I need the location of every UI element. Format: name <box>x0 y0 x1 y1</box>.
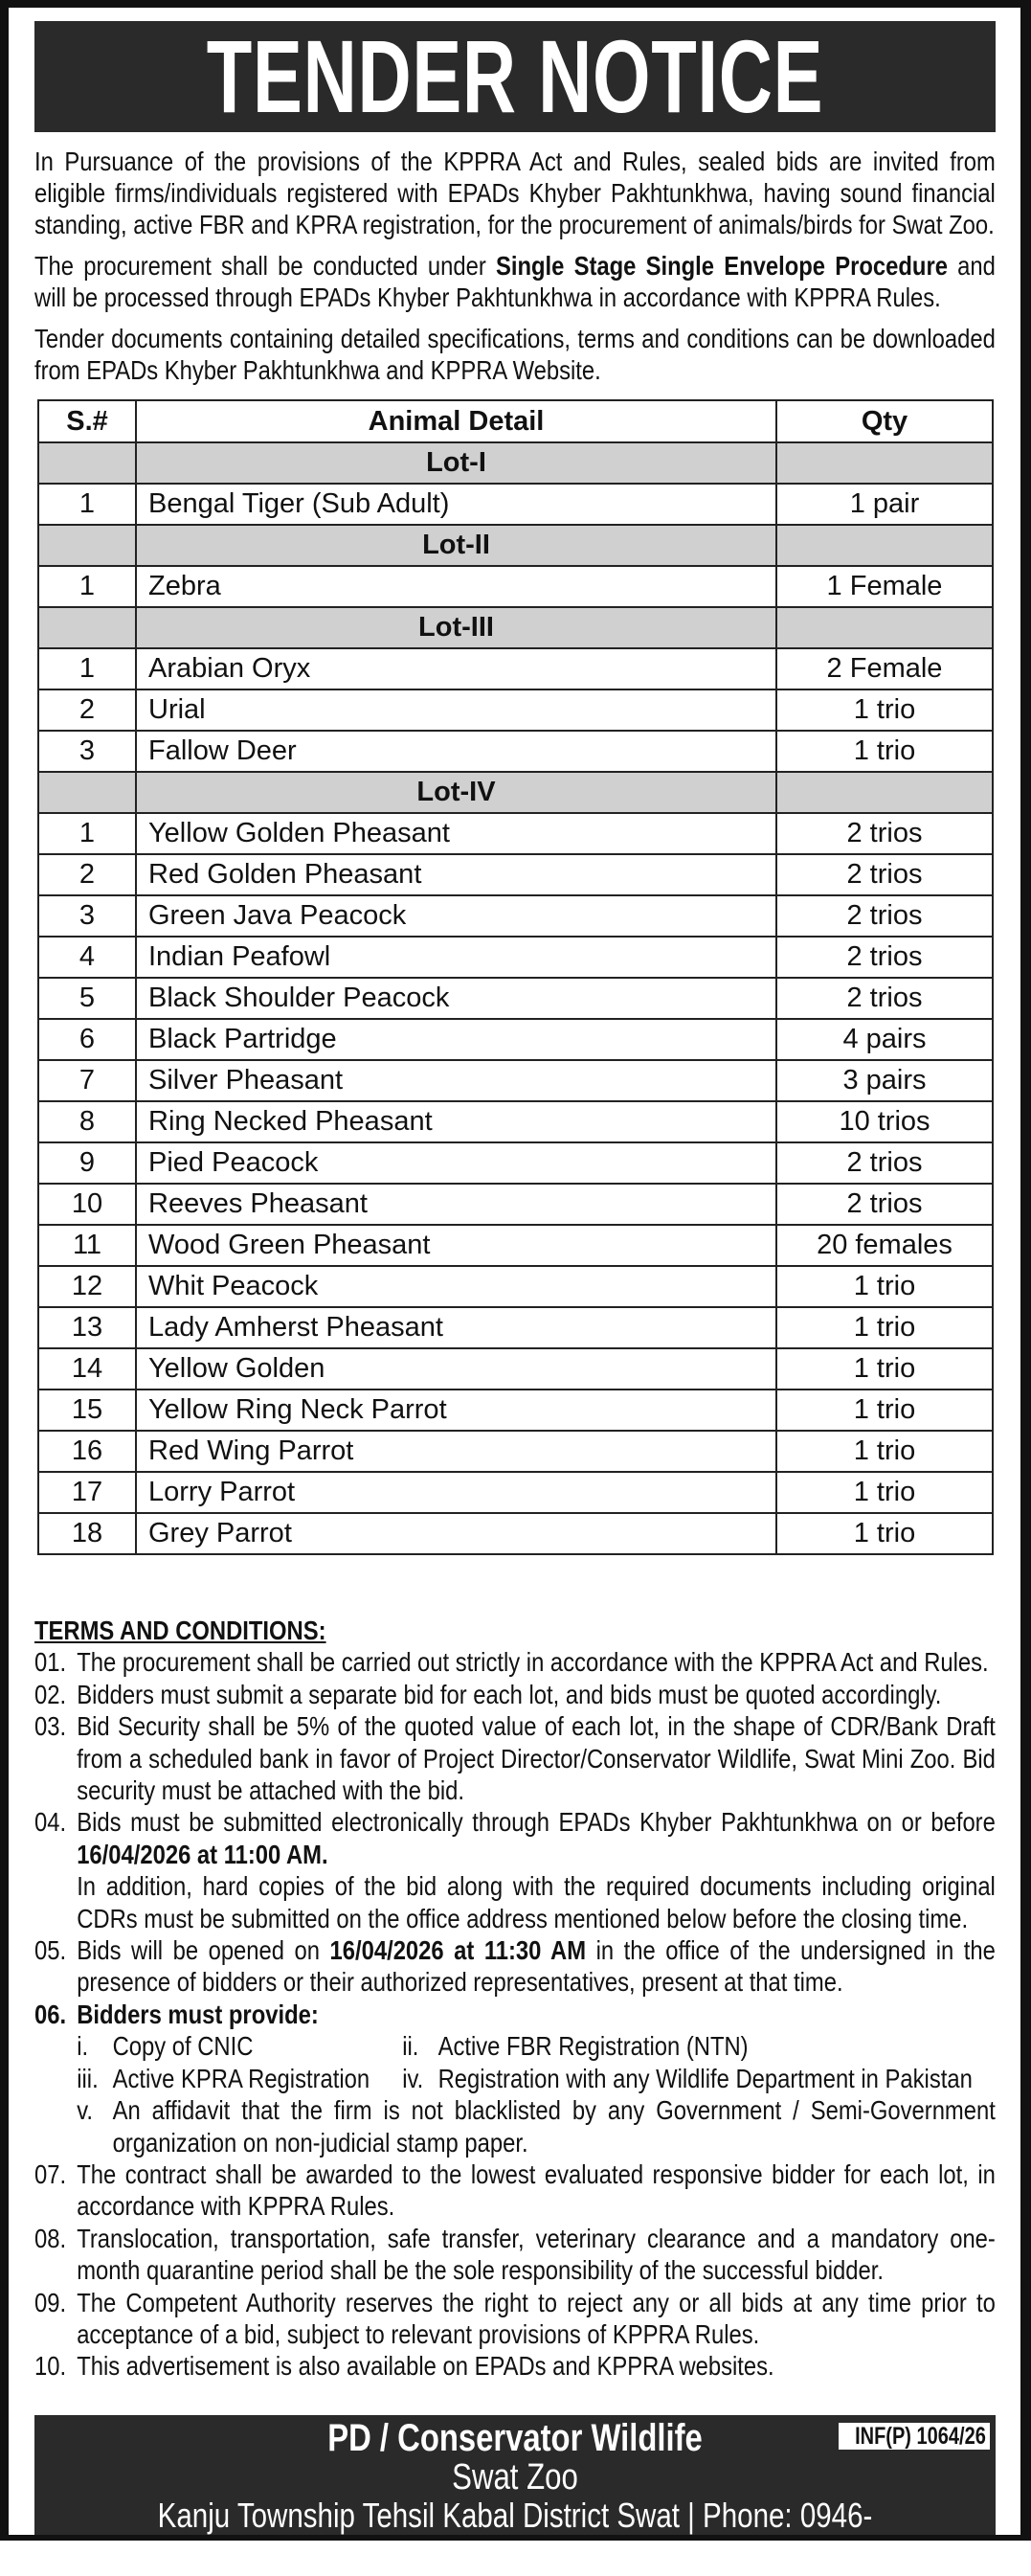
requirement-text: An affidavit that the firm is not blacklisted by any Government / Semi-Government organization on non-judicial stamp paper. <box>112 2095 996 2158</box>
serial-number: 1 <box>38 484 136 525</box>
reference-number: INF(P) 1064/26 <box>855 2423 986 2450</box>
animal-name: Arabian Oryx <box>136 648 776 689</box>
lot-name: Lot-II <box>136 525 776 566</box>
quantity: 1 Female <box>776 566 993 607</box>
quantity: 1 trio <box>776 1472 993 1513</box>
quantity: 4 pairs <box>776 1019 993 1060</box>
term-item <box>34 2158 996 2223</box>
term-number: 09. <box>34 2287 67 2317</box>
requirement-text: Active KPRA Registration <box>112 2063 370 2093</box>
lot-name: Lot-IV <box>136 772 776 813</box>
quantity: 1 trio <box>776 1348 993 1390</box>
term-item <box>34 1710 996 1806</box>
serial-number: 18 <box>38 1513 136 1554</box>
animal-name: Black Shoulder Peacock <box>136 978 776 1019</box>
footer-address: Kanju Township Tehsil Kabal District Swat | Phone: 0946-613262 <box>157 2496 873 2575</box>
lot-qty-cell <box>776 442 993 484</box>
requirement-item <box>402 2063 996 2094</box>
requirement-item <box>77 2030 402 2062</box>
table-row <box>38 689 993 731</box>
table-row <box>38 1307 993 1348</box>
quantity: 1 trio <box>776 1513 993 1554</box>
term-item <box>34 1646 996 1678</box>
lot-row <box>38 442 993 484</box>
animal-name: Green Java Peacock <box>136 895 776 937</box>
table-row <box>38 1472 993 1513</box>
intro-paragraph-3: Tender documents containing detailed specifications, terms and conditions can be downloaded from EPADs Khyber Pakhtunkhwa and KPPRA Website. <box>34 324 996 385</box>
term-text: The procurement shall be carried out strictly in accordance with the KPPRA Act and Rules. <box>77 1647 989 1678</box>
table-row <box>38 1266 993 1307</box>
terms-heading: TERMS AND CONDITIONS: <box>34 1616 326 1645</box>
term-number: 06. <box>34 1999 67 2029</box>
term-text: Bids will be opened on <box>77 1935 330 1966</box>
serial-number: 14 <box>38 1348 136 1390</box>
serial-number: 11 <box>38 1225 136 1266</box>
table-row <box>38 978 993 1019</box>
serial-number: 3 <box>38 895 136 937</box>
table-row <box>38 1513 993 1554</box>
serial-number: 7 <box>38 1060 136 1101</box>
quantity: 2 trios <box>776 1184 993 1225</box>
animal-name: Yellow Golden Pheasant <box>136 813 776 854</box>
serial-number: 3 <box>38 731 136 772</box>
table-row <box>38 937 993 978</box>
term-item <box>34 1806 996 1934</box>
term-number: 02. <box>34 1679 67 1709</box>
term-text: 16/04/2026 at 11:30 AM <box>329 1935 587 1966</box>
lot-sn-cell <box>38 772 136 813</box>
animal-name: Ring Necked Pheasant <box>136 1101 776 1142</box>
table-row <box>38 1225 993 1266</box>
serial-number: 9 <box>38 1142 136 1184</box>
lot-sn-cell <box>38 607 136 648</box>
requirement-text: Copy of CNIC <box>112 2031 254 2062</box>
term-item <box>34 1999 996 2158</box>
animal-name: Indian Peafowl <box>136 937 776 978</box>
requirement-text: Active FBR Registration (NTN) <box>437 2031 749 2062</box>
serial-number: 12 <box>38 1266 136 1307</box>
footer-banner <box>34 2415 996 2575</box>
quantity: 2 trios <box>776 937 993 978</box>
term-text: Bidders must provide: <box>77 1999 319 2029</box>
animal-name: Urial <box>136 689 776 731</box>
serial-number: 8 <box>38 1101 136 1142</box>
animal-name: Black Partridge <box>136 1019 776 1060</box>
quantity: 3 pairs <box>776 1060 993 1101</box>
serial-number: 5 <box>38 978 136 1019</box>
reference-number-badge <box>839 2423 990 2450</box>
animal-name: Whit Peacock <box>136 1266 776 1307</box>
table-row <box>38 1348 993 1390</box>
intro-paragraph-1: In Pursuance of the provisions of the KPPRA Act and Rules, sealed bids are invited from eligible firms/individuals registered with EPADs Khyber Pakhtunkhwa, having sound financial standing, active FBR and KPRA registration, for the procurement of animals/birds for Swat Zoo. <box>34 147 996 239</box>
intro-p2-segment: Single Stage Single Envelope Procedure <box>495 251 948 281</box>
quantity: 2 trios <box>776 1142 993 1184</box>
term-number: 08. <box>34 2223 67 2253</box>
quantity: 1 pair <box>776 484 993 525</box>
term-number: 10. <box>34 2351 67 2382</box>
footer-title: PD / Conservator Wildlife <box>327 2417 703 2459</box>
serial-number: 15 <box>38 1390 136 1431</box>
table-row <box>38 1060 993 1101</box>
term-number: 03. <box>34 1711 67 1742</box>
term-item <box>34 2350 996 2382</box>
column-header-sn: S.# <box>38 400 136 442</box>
title-banner <box>34 21 996 132</box>
requirement-numeral: ii. <box>402 2031 419 2062</box>
quantity: 2 Female <box>776 648 993 689</box>
term-item <box>34 1934 996 1999</box>
serial-number: 2 <box>38 854 136 895</box>
table-row <box>38 1390 993 1431</box>
quantity: 1 trio <box>776 1307 993 1348</box>
animal-name: Bengal Tiger (Sub Adult) <box>136 484 776 525</box>
term-text: This advertisement is also available on EPADs and KPPRA websites. <box>77 2351 774 2382</box>
serial-number: 1 <box>38 648 136 689</box>
animal-name: Wood Green Pheasant <box>136 1225 776 1266</box>
term-text: The Competent Authority reserves the right to reject any or all bids at any time prior to acceptance of a bid, subject to relevant provisions of KPPRA Rules. <box>77 2287 996 2349</box>
serial-number: 17 <box>38 1472 136 1513</box>
quantity: 1 trio <box>776 1266 993 1307</box>
terms-section <box>34 1615 996 2383</box>
term-text: Translocation, transportation, safe transfer, veterinary clearance and a mandatory one-month quarantine period shall be the sole responsibility of the successful bidder. <box>77 2223 996 2286</box>
animal-name: Lady Amherst Pheasant <box>136 1307 776 1348</box>
table-row <box>38 1142 993 1184</box>
quantity: 10 trios <box>776 1101 993 1142</box>
quantity: 2 trios <box>776 813 993 854</box>
intro-p2-segment: The procurement shall be conducted under <box>34 251 496 281</box>
quantity: 2 trios <box>776 978 993 1019</box>
serial-number: 1 <box>38 566 136 607</box>
table-row <box>38 1101 993 1142</box>
requirement-numeral: iv. <box>402 2063 424 2093</box>
term-text: Bid Security shall be 5% of the quoted value of each lot, in the shape of CDR/Bank Draft from a scheduled bank in favor of Project Director/Conservator Wildlife, Swat Mini Zoo. Bid security must be attached with the bid. <box>77 1711 996 1806</box>
table-row <box>38 1431 993 1472</box>
lot-sn-cell <box>38 442 136 484</box>
term-item <box>34 2223 996 2287</box>
animal-name: Red Golden Pheasant <box>136 854 776 895</box>
term-text: in the office of the undersigned in the presence of bidders or their authorized representatives, present at that time. <box>77 1935 996 1998</box>
lot-row <box>38 525 993 566</box>
intro-section <box>34 146 996 395</box>
serial-number: 4 <box>38 937 136 978</box>
requirement-numeral: v. <box>77 2095 93 2126</box>
page-title: TENDER NOTICE <box>206 21 824 132</box>
table-row <box>38 566 993 607</box>
lot-qty-cell <box>776 607 993 648</box>
requirement-item <box>402 2030 996 2062</box>
table-row <box>38 1184 993 1225</box>
footer-org: Swat Zoo <box>452 2457 578 2497</box>
term-text: The contract shall be awarded to the lowest evaluated responsive bidder for each lot, in accordance with KPPRA Rules. <box>77 2158 996 2222</box>
term-text: Bidders must submit a separate bid for each lot, and bids must be quoted accordingly. <box>77 1679 942 1709</box>
quantity: 20 females <box>776 1225 993 1266</box>
intro-p2-segment: and will be processed through EPADs Khyber Pakhtunkhwa in accordance with KPPRA Rules. <box>34 251 996 312</box>
lot-row <box>38 772 993 813</box>
animal-name: Silver Pheasant <box>136 1060 776 1101</box>
lot-qty-cell <box>776 525 993 566</box>
serial-number: 2 <box>38 689 136 731</box>
serial-number: 6 <box>38 1019 136 1060</box>
term-number: 01. <box>34 1647 67 1678</box>
term-extra-text: In addition, hard copies of the bid along with the required documents including original CDRs must be submitted on the office address mentioned below before the closing time. <box>77 1871 996 1933</box>
column-header-animal-detail: Animal Detail <box>136 400 776 442</box>
requirement-item <box>77 2063 402 2094</box>
serial-number: 16 <box>38 1431 136 1472</box>
table-row <box>38 813 993 854</box>
requirement-item <box>77 2094 996 2158</box>
serial-number: 1 <box>38 813 136 854</box>
quantity: 2 trios <box>776 895 993 937</box>
animal-name: Fallow Deer <box>136 731 776 772</box>
animal-name: Pied Peacock <box>136 1142 776 1184</box>
table-row <box>38 731 993 772</box>
lot-name: Lot-I <box>136 442 776 484</box>
term-number: 04. <box>34 1807 67 1838</box>
requirements-list <box>77 2030 996 2158</box>
lot-sn-cell <box>38 525 136 566</box>
term-number: 05. <box>34 1935 67 1966</box>
lot-name: Lot-III <box>136 607 776 648</box>
requirement-text: Registration with any Wildlife Department in Pakistan <box>437 2063 973 2093</box>
term-number: 07. <box>34 2158 67 2189</box>
animal-name: Zebra <box>136 566 776 607</box>
table-row <box>38 895 993 937</box>
lot-qty-cell <box>776 772 993 813</box>
term-text: 16/04/2026 at 11:00 AM. <box>77 1839 328 1869</box>
table-header-row <box>38 400 993 442</box>
quantity: 1 trio <box>776 1390 993 1431</box>
table-row <box>38 484 993 525</box>
animal-name: Lorry Parrot <box>136 1472 776 1513</box>
quantity: 1 trio <box>776 731 993 772</box>
quantity: 1 trio <box>776 1431 993 1472</box>
quantity: 1 trio <box>776 689 993 731</box>
term-text: Bids must be submitted electronically through EPADs Khyber Pakhtunkhwa on or before <box>77 1807 996 1838</box>
animal-name: Yellow Ring Neck Parrot <box>136 1390 776 1431</box>
table-row <box>38 1019 993 1060</box>
animal-table <box>37 399 994 1555</box>
table-row <box>38 648 993 689</box>
animal-name: Red Wing Parrot <box>136 1431 776 1472</box>
animal-name: Yellow Golden <box>136 1348 776 1390</box>
quantity: 2 trios <box>776 854 993 895</box>
serial-number: 13 <box>38 1307 136 1348</box>
lot-row <box>38 607 993 648</box>
table-row <box>38 854 993 895</box>
requirement-numeral: i. <box>77 2031 89 2062</box>
column-header-qty: Qty <box>776 400 993 442</box>
intro-paragraph-2 <box>34 250 996 313</box>
term-item <box>34 1679 996 1710</box>
requirement-numeral: iii. <box>77 2063 99 2093</box>
animal-name: Grey Parrot <box>136 1513 776 1554</box>
serial-number: 10 <box>38 1184 136 1225</box>
animal-name: Reeves Pheasant <box>136 1184 776 1225</box>
term-item <box>34 2287 996 2351</box>
